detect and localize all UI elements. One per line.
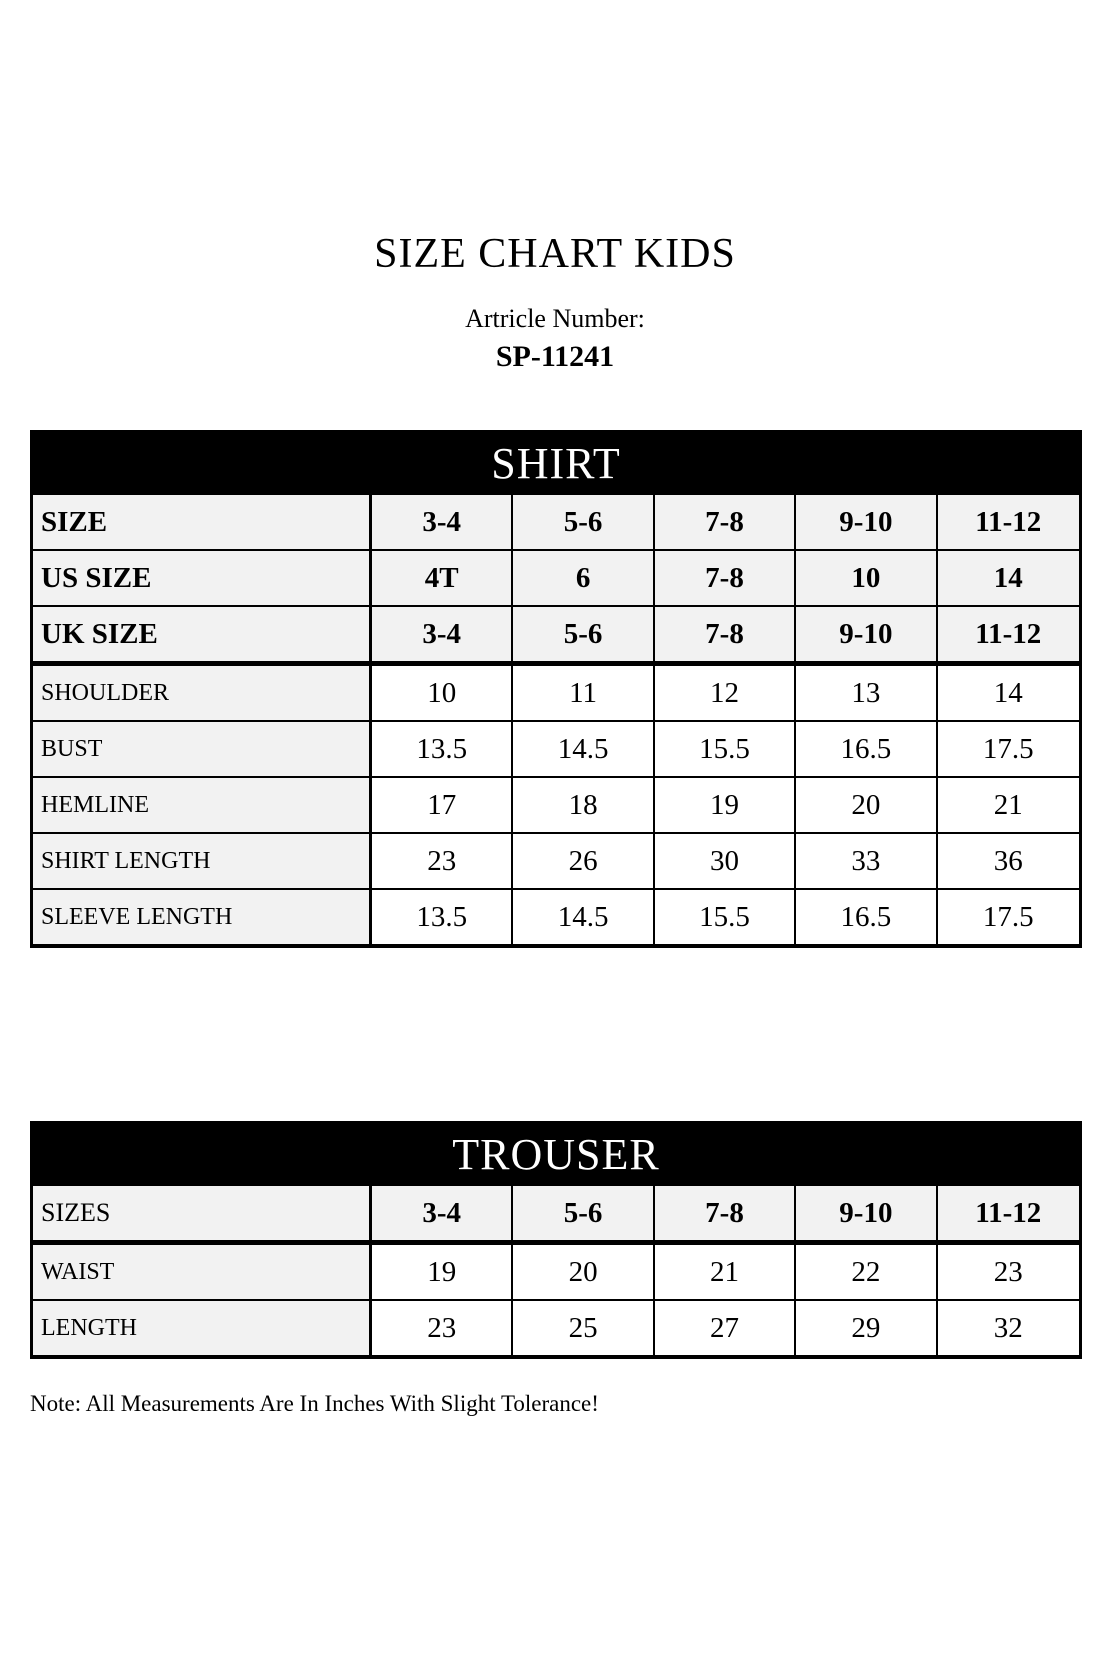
value-cell: 20 [513,1245,654,1299]
table-row [33,888,1079,944]
value-cell: 3-4 [372,607,513,661]
value-cell: 15.5 [655,722,796,776]
row-label: UK SIZE [33,607,372,661]
value-cell: 23 [372,1301,513,1355]
shirt-table-banner: SHIRT [33,433,1079,493]
value-cell: 3-4 [372,1186,513,1240]
table-row [33,549,1079,605]
value-cell: 26 [513,834,654,888]
value-cell: 27 [655,1301,796,1355]
measurement-note: Note: All Measurements Are In Inches With Slight Tolerance! [30,1391,599,1417]
value-cell: 11 [513,666,654,720]
table-row [33,661,1079,720]
value-cell: 21 [938,778,1079,832]
row-label: SLEEVE LENGTH [33,890,372,944]
value-cell: 19 [655,778,796,832]
value-cell: 7-8 [655,607,796,661]
table-row [33,720,1079,776]
table-row [33,605,1079,661]
row-label: BUST [33,722,372,776]
value-cell: 10 [796,551,937,605]
table-row [33,1184,1079,1240]
row-label: WAIST [33,1245,372,1299]
table-row [33,776,1079,832]
value-cell: 6 [513,551,654,605]
value-cell: 13.5 [372,890,513,944]
value-cell: 5-6 [513,495,654,549]
value-cell: 17.5 [938,890,1079,944]
trouser-table-rows [33,1184,1079,1355]
row-label: SIZES [33,1186,372,1240]
value-cell: 36 [938,834,1079,888]
value-cell: 7-8 [655,1186,796,1240]
value-cell: 5-6 [513,607,654,661]
value-cell: 20 [796,778,937,832]
value-cell: 16.5 [796,722,937,776]
value-cell: 21 [655,1245,796,1299]
value-cell: 16.5 [796,890,937,944]
value-cell: 23 [372,834,513,888]
row-label: SHOULDER [33,666,372,720]
value-cell: 5-6 [513,1186,654,1240]
value-cell: 23 [938,1245,1079,1299]
value-cell: 13 [796,666,937,720]
value-cell: 11-12 [938,1186,1079,1240]
table-row [33,1299,1079,1355]
table-row [33,832,1079,888]
value-cell: 19 [372,1245,513,1299]
value-cell: 9-10 [796,607,937,661]
value-cell: 17.5 [938,722,1079,776]
value-cell: 13.5 [372,722,513,776]
value-cell: 9-10 [796,1186,937,1240]
row-label: US SIZE [33,551,372,605]
value-cell: 14 [938,666,1079,720]
header-block [0,0,1110,374]
value-cell: 12 [655,666,796,720]
value-cell: 32 [938,1301,1079,1355]
value-cell: 11-12 [938,495,1079,549]
value-cell: 9-10 [796,495,937,549]
trouser-size-table [30,1121,1082,1359]
value-cell: 14.5 [513,890,654,944]
table-row [33,1240,1079,1299]
value-cell: 29 [796,1301,937,1355]
value-cell: 22 [796,1245,937,1299]
value-cell: 7-8 [655,551,796,605]
row-label: HEMLINE [33,778,372,832]
value-cell: 18 [513,778,654,832]
shirt-table-rows [33,493,1079,944]
article-number-label: Artricle Number: [465,304,645,334]
row-label: SHIRT LENGTH [33,834,372,888]
row-label: SIZE [33,495,372,549]
article-number-value: SP-11241 [495,340,615,374]
value-cell: 14 [938,551,1079,605]
value-cell: 11-12 [938,607,1079,661]
value-cell: 15.5 [655,890,796,944]
value-cell: 33 [796,834,937,888]
table-row [33,493,1079,549]
value-cell: 17 [372,778,513,832]
value-cell: 3-4 [372,495,513,549]
value-cell: 7-8 [655,495,796,549]
value-cell: 14.5 [513,722,654,776]
row-label: LENGTH [33,1301,372,1355]
page-title: SIZE CHART KIDS [374,231,736,277]
trouser-table-banner: TROUSER [33,1124,1079,1184]
value-cell: 25 [513,1301,654,1355]
value-cell: 4T [372,551,513,605]
value-cell: 10 [372,666,513,720]
shirt-size-table [30,430,1082,948]
value-cell: 30 [655,834,796,888]
